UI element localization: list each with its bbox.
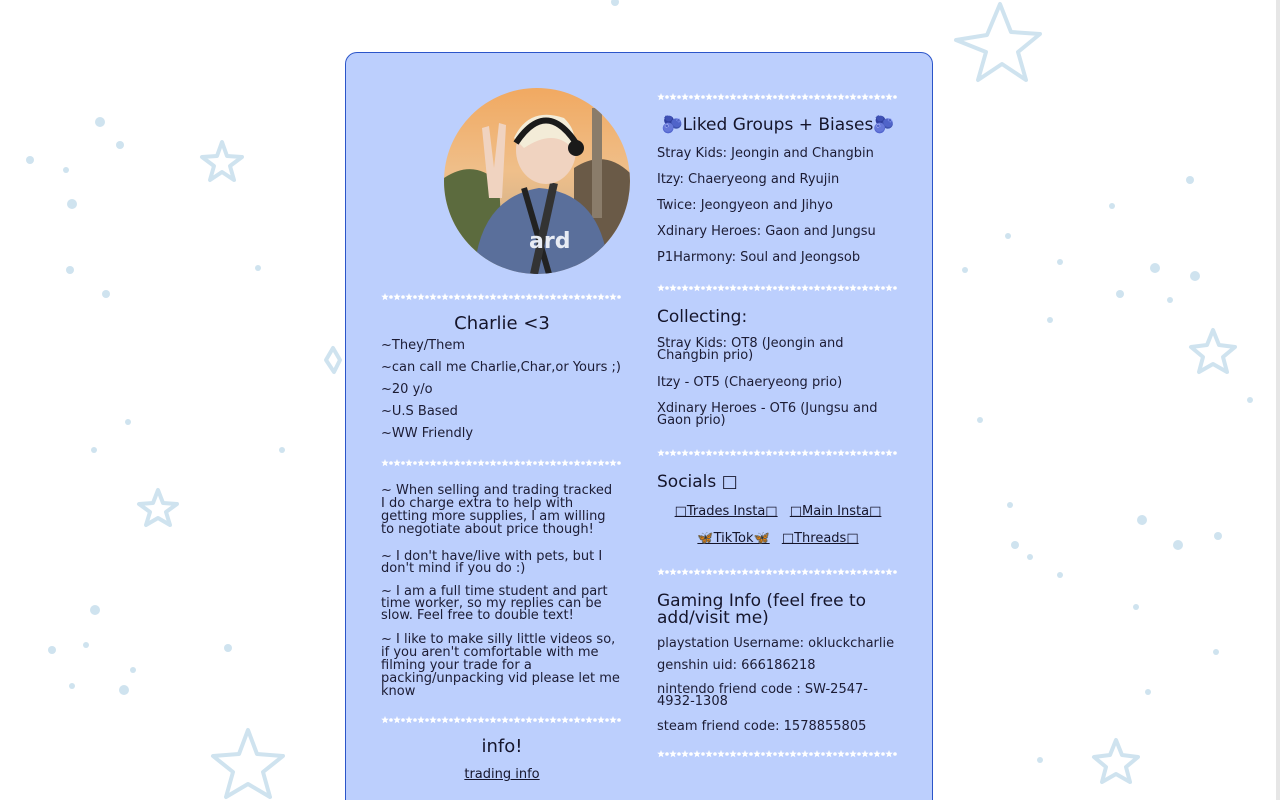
threads-link[interactable]: □Threads□: [781, 531, 859, 546]
detail-age: ~20 y/o: [381, 382, 433, 397]
blueberry-icon: 🫐: [873, 115, 895, 135]
info-heading: info!: [481, 736, 523, 757]
detail-location: ~U.S Based: [381, 404, 458, 419]
blueberry-icon: 🫐: [661, 115, 683, 135]
avatar: [444, 88, 630, 274]
note-videos: ~ I like to make silly little videos so, if you aren't comfortable with me filming your trade for a packing/unpacking vid please let me know: [381, 632, 620, 699]
liked-item: Itzy: Chaeryeong and Ryujin: [657, 172, 840, 187]
collecting-item: Itzy - OT5 (Chaeryeong prio): [657, 375, 843, 390]
dotted-divider: [381, 458, 623, 468]
star-icon: [139, 490, 177, 525]
liked-item: P1Harmony: Soul and Jeongsob: [657, 250, 861, 265]
tiktok-link[interactable]: 🦋TikTok🦋: [697, 531, 770, 546]
socials-heading: Socials □: [657, 472, 738, 492]
gaming-item: playstation Username: okluckcharlie: [657, 636, 895, 651]
profile-name: Charlie <3: [454, 313, 550, 334]
trading-info-link[interactable]: trading info: [464, 767, 540, 782]
trades-insta-link[interactable]: □Trades Insta□: [674, 504, 778, 519]
dotted-divider: [381, 292, 623, 302]
star-icon: [1191, 330, 1235, 372]
liked-item: Twice: Jeongyeon and Jihyo: [657, 198, 833, 213]
socials-row: [657, 532, 899, 546]
note-replies: ~ I am a full time student and part time worker, so my replies can be slow. Feel free to double text!: [381, 584, 608, 623]
gaming-heading: Gaming Info (feel free to add/visit me): [657, 591, 867, 628]
gaming-item: steam friend code: 1578855805: [657, 719, 867, 734]
star-icon: [956, 4, 1040, 80]
liked-groups-title: Liked Groups + Biases: [682, 115, 874, 135]
socials-row: [657, 505, 899, 519]
dotted-divider: [657, 567, 899, 577]
detail-shipping: ~WW Friendly: [381, 426, 474, 441]
liked-item: Stray Kids: Jeongin and Changbin: [657, 146, 874, 161]
gaming-item: genshin uid: 666186218: [657, 658, 816, 673]
star-icon: [213, 730, 283, 797]
liked-item: Xdinary Heroes: Gaon and Jungsu: [657, 224, 876, 239]
dotted-divider: [657, 749, 899, 759]
dotted-divider: [657, 92, 899, 102]
dotted-divider: [657, 448, 899, 458]
note-pets: ~ I don't have/live with pets, but I don't mind if you do :): [381, 549, 603, 576]
collecting-item: Stray Kids: OT8 (Jeongin and Changbin prio): [657, 336, 844, 363]
star-icon: [326, 348, 340, 372]
dotted-divider: [381, 715, 623, 725]
dotted-divider: [657, 283, 899, 293]
profile-card: [345, 52, 933, 800]
svg-text:ard: ard: [529, 229, 571, 254]
main-insta-link[interactable]: □Main Insta□: [789, 504, 882, 519]
detail-nickname: ~can call me Charlie,Char,or Yours ;): [381, 360, 621, 375]
gaming-item: nintendo friend code : SW-2547-4932-1308: [657, 682, 868, 709]
star-icon: [202, 142, 242, 180]
scrollbar[interactable]: [1276, 0, 1280, 800]
star-icon: [1094, 740, 1138, 782]
collecting-heading: Collecting:: [657, 307, 748, 327]
liked-groups-heading: [657, 116, 899, 134]
collecting-item: Xdinary Heroes - OT6 (Jungsu and Gaon prio): [657, 401, 878, 428]
detail-pronouns: ~They/Them: [381, 338, 465, 353]
note-pricing: ~ When selling and trading tracked I do charge extra to help with getting more supplies, I am willing to negotiate about price though!: [381, 483, 613, 537]
